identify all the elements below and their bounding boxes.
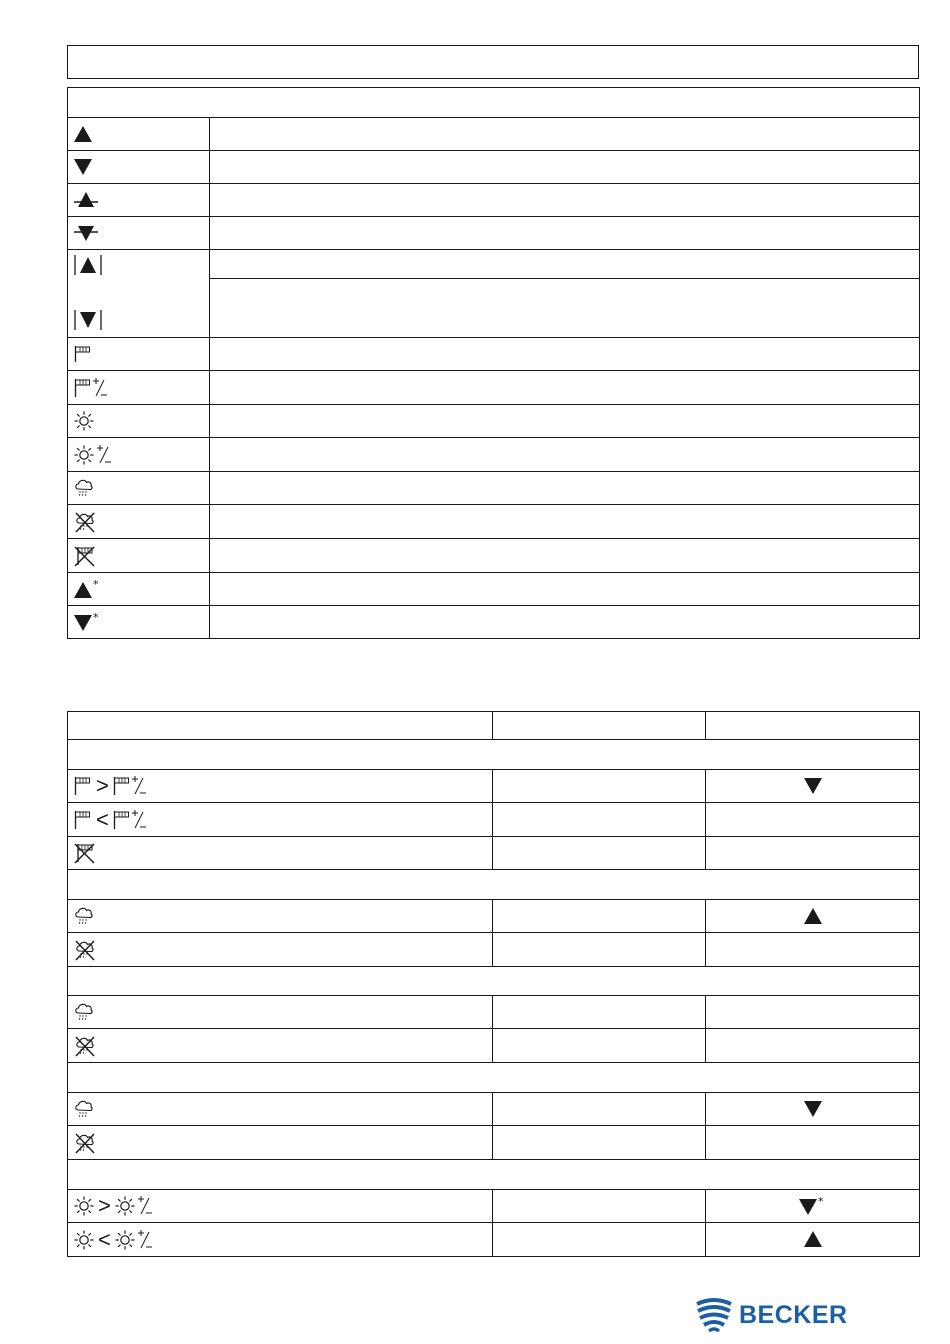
legend-symbol-cell <box>68 573 210 606</box>
legend-table <box>67 87 920 639</box>
legend-text-cell <box>210 184 920 217</box>
legend-row <box>68 338 920 371</box>
rain-cancel-icon <box>74 1035 96 1057</box>
wind-flag-icon <box>74 345 92 363</box>
result-cell <box>706 803 920 837</box>
middle-cell <box>493 803 706 837</box>
function-row <box>68 1190 920 1223</box>
condition-cell <box>68 1029 493 1063</box>
down-arrow-icon <box>804 1101 822 1117</box>
function-row <box>68 1093 920 1126</box>
legend-row <box>68 438 920 472</box>
legend-text-cell <box>210 250 920 279</box>
up-arrow-star-icon <box>74 579 102 599</box>
function-section-cell <box>68 1063 920 1093</box>
legend-row <box>68 405 920 438</box>
function-row <box>68 1029 920 1063</box>
middle-cell <box>493 837 706 870</box>
becker-logo-mark-icon <box>695 1298 733 1332</box>
legend-text-cell <box>210 371 920 405</box>
down-arrow-struck-icon <box>74 224 98 242</box>
legend-symbol-cell <box>68 338 210 371</box>
wind-threshold-icon <box>74 377 108 399</box>
rain-cancel-icon <box>74 511 96 533</box>
function-section-cell <box>68 740 920 770</box>
function-row <box>68 900 920 933</box>
middle-cell <box>493 996 706 1029</box>
down-arrow-star-icon <box>799 1196 827 1216</box>
legend-text-cell <box>210 539 920 573</box>
greater-than-sign: > <box>96 773 109 798</box>
result-cell <box>706 900 920 933</box>
legend-title-row <box>68 88 920 118</box>
result-cell <box>706 996 920 1029</box>
function-row <box>68 996 920 1029</box>
legend-symbol-cell <box>68 184 210 217</box>
legend-symbol-cell <box>68 250 210 338</box>
middle-cell <box>493 933 706 967</box>
wind-cancel-icon <box>74 545 96 567</box>
condition-cell <box>68 900 493 933</box>
function-header-cell <box>706 712 920 740</box>
function-row <box>68 803 920 837</box>
rain-cloud-icon <box>74 1099 94 1119</box>
sun-icon <box>74 411 94 431</box>
wind-less-than-threshold-icon <box>74 806 147 832</box>
down-arrow-icon <box>74 159 92 175</box>
middle-cell <box>493 1126 706 1160</box>
rain-cancel-icon <box>74 1132 96 1154</box>
less-than-sign: < <box>98 1226 111 1252</box>
up-arrow-icon <box>804 908 822 924</box>
legend-row <box>68 118 920 151</box>
legend-row <box>68 250 920 279</box>
legend-text-cell <box>210 279 920 338</box>
legend-text-cell <box>210 118 920 151</box>
function-section-row <box>68 1063 920 1093</box>
legend-symbol-cell <box>68 539 210 573</box>
svg-text:*: * <box>817 1196 823 1208</box>
function-section-cell <box>68 1160 920 1190</box>
function-section-row <box>68 740 920 770</box>
legend-symbol-cell <box>68 118 210 151</box>
function-row <box>68 837 920 870</box>
middle-cell <box>493 1093 706 1126</box>
result-cell <box>706 1029 920 1063</box>
condition-cell <box>68 1126 493 1160</box>
legend-symbol-cell <box>68 438 210 472</box>
legend-title-cell <box>68 88 920 118</box>
legend-symbol-cell <box>68 472 210 505</box>
middle-cell <box>493 1029 706 1063</box>
legend-symbol-cell <box>68 151 210 184</box>
result-cell <box>706 933 920 967</box>
legend-row <box>68 606 920 639</box>
legend-row <box>68 573 920 606</box>
legend-row <box>68 539 920 573</box>
condition-cell <box>68 837 493 870</box>
legend-text-cell <box>210 151 920 184</box>
up-arrow-stop-icon <box>74 255 102 275</box>
legend-text-cell <box>210 606 920 639</box>
sun-less-than-threshold-icon <box>74 1226 153 1252</box>
down-arrow-stop-icon <box>74 310 102 330</box>
function-section-cell <box>68 870 920 900</box>
rain-cloud-icon <box>74 478 94 498</box>
legend-text-cell <box>210 217 920 250</box>
legend-text-cell <box>210 438 920 472</box>
result-cell <box>706 1093 920 1126</box>
function-section-row <box>68 870 920 900</box>
less-than-sign: < <box>96 806 109 832</box>
sun-greater-than-threshold-icon <box>74 1195 153 1217</box>
middle-cell <box>493 900 706 933</box>
header-box <box>67 45 919 79</box>
rain-cloud-icon <box>74 906 94 926</box>
legend-text-cell <box>210 405 920 438</box>
greater-than-sign: > <box>98 1193 111 1218</box>
legend-row <box>68 472 920 505</box>
function-header-row <box>68 712 920 740</box>
svg-text:*: * <box>93 579 99 591</box>
becker-logo-text: BECKER <box>739 1300 848 1329</box>
legend-text-cell <box>210 472 920 505</box>
up-arrow-icon <box>74 126 92 142</box>
legend-symbol-cell <box>68 371 210 405</box>
rain-cancel-icon <box>74 939 96 961</box>
sun-threshold-icon <box>74 444 112 466</box>
function-section-row <box>68 967 920 996</box>
function-section-row <box>68 1160 920 1190</box>
legend-symbol-cell <box>68 217 210 250</box>
becker-logo <box>695 1298 848 1332</box>
legend-symbol-cell <box>68 405 210 438</box>
down-arrow-icon <box>804 778 822 794</box>
function-table <box>67 711 920 1257</box>
condition-cell <box>68 933 493 967</box>
middle-cell <box>493 770 706 803</box>
condition-cell <box>68 1190 493 1223</box>
legend-text-cell <box>210 573 920 606</box>
function-row <box>68 770 920 803</box>
middle-cell <box>493 1190 706 1223</box>
result-cell <box>706 837 920 870</box>
legend-row <box>68 371 920 405</box>
legend-row <box>68 151 920 184</box>
legend-row <box>68 505 920 539</box>
function-row <box>68 933 920 967</box>
condition-cell <box>68 803 493 837</box>
rain-cloud-icon <box>74 1002 94 1022</box>
legend-symbol-cell <box>68 606 210 639</box>
legend-symbol-cell <box>68 505 210 539</box>
result-cell <box>706 1126 920 1160</box>
function-header-cell <box>493 712 706 740</box>
up-arrow-struck-icon <box>74 191 98 209</box>
condition-cell <box>68 996 493 1029</box>
function-section-cell <box>68 967 920 996</box>
wind-greater-than-threshold-icon <box>74 775 147 797</box>
condition-cell <box>68 1223 493 1257</box>
middle-cell <box>493 1223 706 1257</box>
function-header-cell <box>68 712 493 740</box>
legend-row <box>68 184 920 217</box>
condition-cell <box>68 770 493 803</box>
condition-cell <box>68 1093 493 1126</box>
up-arrow-icon <box>804 1231 822 1247</box>
result-cell <box>706 770 920 803</box>
down-arrow-star-icon <box>74 612 102 632</box>
function-row <box>68 1126 920 1160</box>
legend-text-cell <box>210 505 920 539</box>
wind-cancel-icon <box>74 842 96 864</box>
function-row <box>68 1223 920 1257</box>
result-cell <box>706 1223 920 1257</box>
legend-text-cell <box>210 338 920 371</box>
result-cell <box>706 1190 920 1223</box>
legend-row <box>68 217 920 250</box>
svg-text:*: * <box>93 612 99 624</box>
